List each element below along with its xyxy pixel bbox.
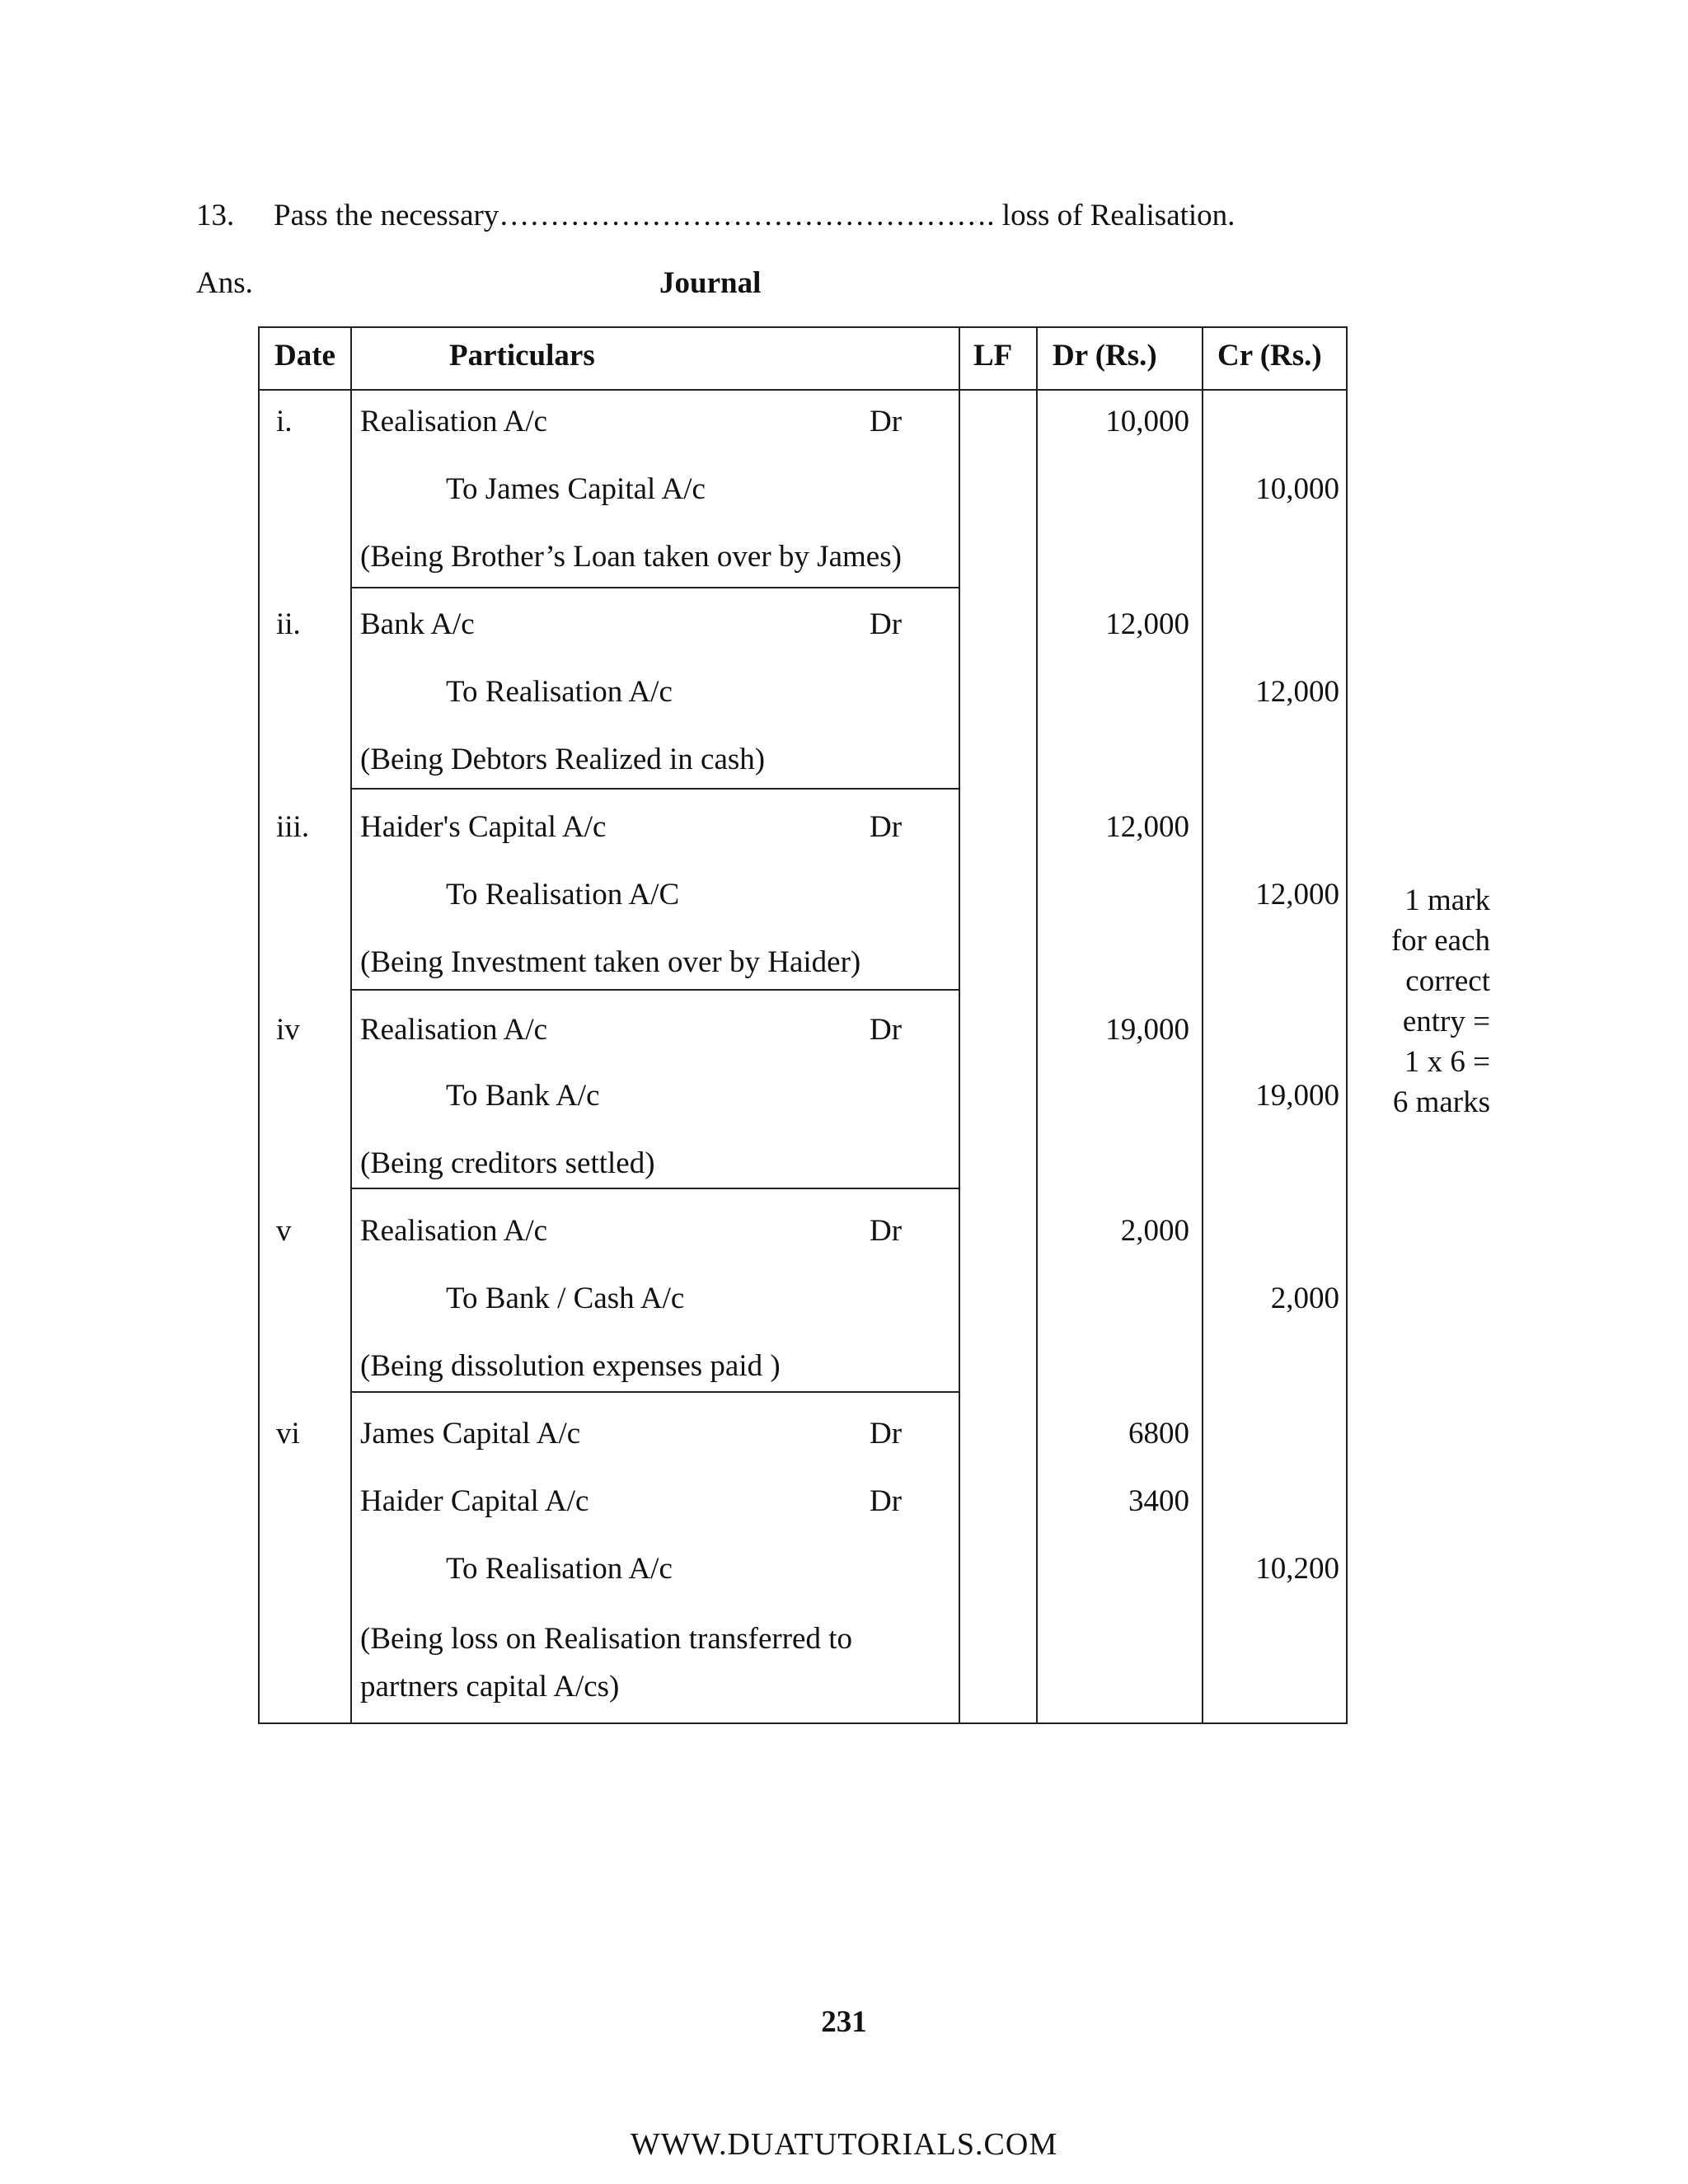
dr-amount: 2,000 (1120, 1214, 1189, 1248)
narration: (Being Brother’s Loan taken over by James) (360, 540, 902, 574)
col-divider (1036, 328, 1038, 1722)
debit-account: Haider's Capital A/c (360, 810, 607, 844)
col-divider (959, 328, 960, 1722)
journal-table (258, 326, 1348, 1724)
entry-date: i. (276, 405, 293, 438)
entry-date: iv (276, 1013, 300, 1047)
narration: (Being creditors settled) (360, 1146, 655, 1180)
entry-separator (350, 788, 959, 790)
dr-amount: 3400 (1128, 1484, 1189, 1518)
dr-mark: Dr (870, 810, 903, 844)
entry-date: vi (276, 1417, 300, 1451)
dr-mark: Dr (870, 607, 903, 641)
header-dr: Dr (Rs.) (1053, 339, 1157, 373)
footer-url[interactable]: WWW.DUATUTORIALS.COM (630, 2127, 1058, 2162)
entry-separator (350, 989, 959, 991)
debit-account: Bank A/c (360, 607, 475, 641)
narration: (Being loss on Realisation transferred to partners capital A/cs) (360, 1622, 853, 1704)
cr-amount: 12,000 (1255, 878, 1339, 912)
cr-amount: 10,200 (1255, 1552, 1339, 1586)
entry-date: ii. (276, 607, 301, 641)
dr-amount: 19,000 (1105, 1013, 1189, 1047)
credit-account: To Bank / Cash A/c (446, 1282, 685, 1315)
narration: (Being Investment taken over by Haider) (360, 945, 861, 979)
credit-account: To Bank A/c (446, 1079, 600, 1113)
debit-account: Realisation A/c (360, 405, 548, 438)
col-divider (1202, 328, 1203, 1722)
answer-label: Ans. (196, 266, 253, 300)
entry-date: v (276, 1214, 292, 1248)
narration: (Being dissolution expenses paid ) (360, 1349, 781, 1383)
cr-amount: 12,000 (1255, 675, 1339, 709)
marks-note-line: entry = (1402, 1005, 1490, 1038)
marks-note-line: 1 x 6 = (1404, 1045, 1490, 1079)
marks-note-line: for each (1390, 924, 1490, 958)
cr-amount: 10,000 (1255, 472, 1339, 506)
credit-account: To James Capital A/c (446, 472, 706, 506)
credit-account: To Realisation A/C (446, 878, 680, 912)
entry-date: iii. (276, 810, 310, 844)
header-date: Date (274, 339, 335, 373)
question-number: 13. (196, 199, 235, 232)
marks-note-line: 6 marks (1392, 1085, 1490, 1119)
dr-amount: 10,000 (1105, 405, 1189, 438)
header-rule (260, 389, 1348, 391)
cr-amount: 2,000 (1270, 1282, 1339, 1315)
dr-amount: 12,000 (1105, 810, 1189, 844)
question-text: Pass the necessary…………………………………………. loss of Realisation. (274, 199, 1236, 232)
header-lf: LF (973, 339, 1013, 373)
journal-title: Journal (659, 266, 762, 300)
debit-account: Realisation A/c (360, 1013, 548, 1047)
dr-mark: Dr (870, 1417, 903, 1451)
debit-account: James Capital A/c (360, 1417, 581, 1451)
header-cr: Cr (Rs.) (1217, 339, 1322, 373)
credit-account: To Realisation A/c (446, 1552, 673, 1586)
dr-mark: Dr (870, 1484, 903, 1518)
entry-separator (350, 1188, 959, 1189)
dr-mark: Dr (870, 1214, 903, 1248)
narration: (Being Debtors Realized in cash) (360, 743, 766, 776)
credit-account: To Realisation A/c (446, 675, 673, 709)
cr-amount: 19,000 (1255, 1079, 1339, 1113)
dr-amount: 6800 (1128, 1417, 1189, 1451)
header-particulars: Particulars (449, 339, 595, 373)
dr-mark: Dr (870, 405, 903, 438)
dr-amount: 12,000 (1105, 607, 1189, 641)
debit-account: Realisation A/c (360, 1214, 548, 1248)
marks-note-line: correct (1405, 964, 1490, 998)
marks-note-line: 1 mark (1404, 883, 1490, 917)
col-divider (350, 328, 352, 1722)
dr-mark: Dr (870, 1013, 903, 1047)
entry-separator (350, 587, 959, 588)
debit-account: Haider Capital A/c (360, 1484, 589, 1518)
marks-note (1367, 880, 1490, 1122)
entry-separator (350, 1391, 959, 1393)
page-number: 231 (821, 2005, 867, 2039)
